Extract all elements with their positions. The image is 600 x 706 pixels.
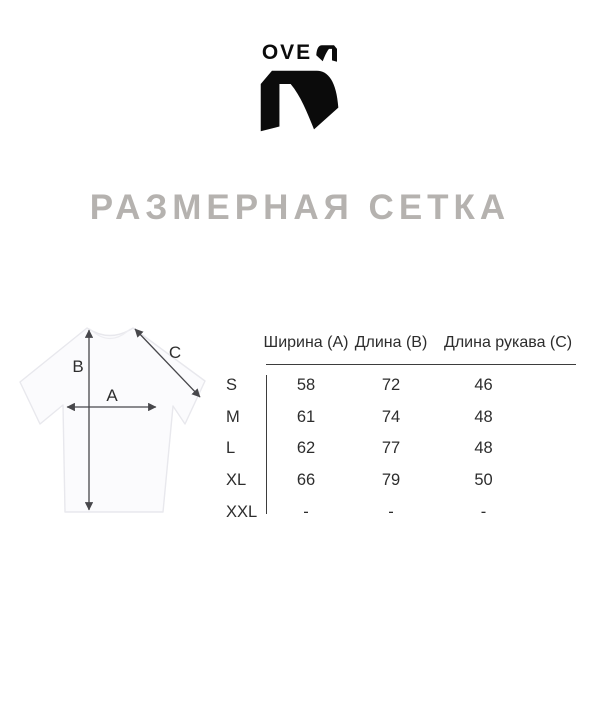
brand-logo <box>0 43 600 136</box>
table-row-m <box>222 402 584 434</box>
table-row-l <box>222 433 584 465</box>
table-row-s <box>222 370 584 402</box>
size-label: M <box>226 407 240 426</box>
sleeve-value: 48 <box>474 439 493 458</box>
size-label: L <box>226 439 236 458</box>
brand-stylized-r-icon <box>315 44 338 63</box>
length-value: 74 <box>381 407 401 426</box>
sleeve-value: 50 <box>474 471 493 490</box>
sleeve-value: - <box>480 502 487 521</box>
size-label: XXL <box>226 502 258 521</box>
size-table-header <box>222 333 584 352</box>
header-divider <box>266 364 576 365</box>
column-header-sleeve: Длина рукава (C) <box>444 334 573 351</box>
dim-label-width: A <box>106 386 118 405</box>
length-value: 77 <box>381 439 401 458</box>
width-value: 66 <box>296 471 316 490</box>
sleeve-value: 48 <box>474 407 493 426</box>
tshirt-measurement-diagram <box>15 318 210 523</box>
page-title: РАЗМЕРНАЯ СЕТКА <box>89 188 511 227</box>
length-value: 72 <box>381 376 401 395</box>
width-value: 62 <box>296 439 316 458</box>
length-value: 79 <box>381 471 401 490</box>
size-table <box>222 333 584 528</box>
brand-wordmark-text: OVE <box>261 41 313 64</box>
table-row-xl <box>222 465 584 497</box>
label-divider <box>266 375 267 514</box>
size-table-body <box>222 370 584 528</box>
sleeve-value: 46 <box>474 376 493 395</box>
size-label: S <box>226 376 238 395</box>
width-value: - <box>303 502 309 521</box>
size-label: XL <box>226 471 247 490</box>
dim-label-length: B <box>72 357 84 376</box>
column-header-width: Ширина (A) <box>263 334 349 351</box>
brand-arrow-mark-icon <box>257 66 343 136</box>
column-header-length: Длина (B) <box>354 334 428 351</box>
dim-label-sleeve: C <box>168 343 182 362</box>
length-value: - <box>388 502 394 521</box>
width-value: 58 <box>296 376 316 395</box>
table-row-xxl <box>222 496 584 528</box>
width-value: 61 <box>296 407 316 426</box>
brand-wordmark <box>262 43 338 63</box>
